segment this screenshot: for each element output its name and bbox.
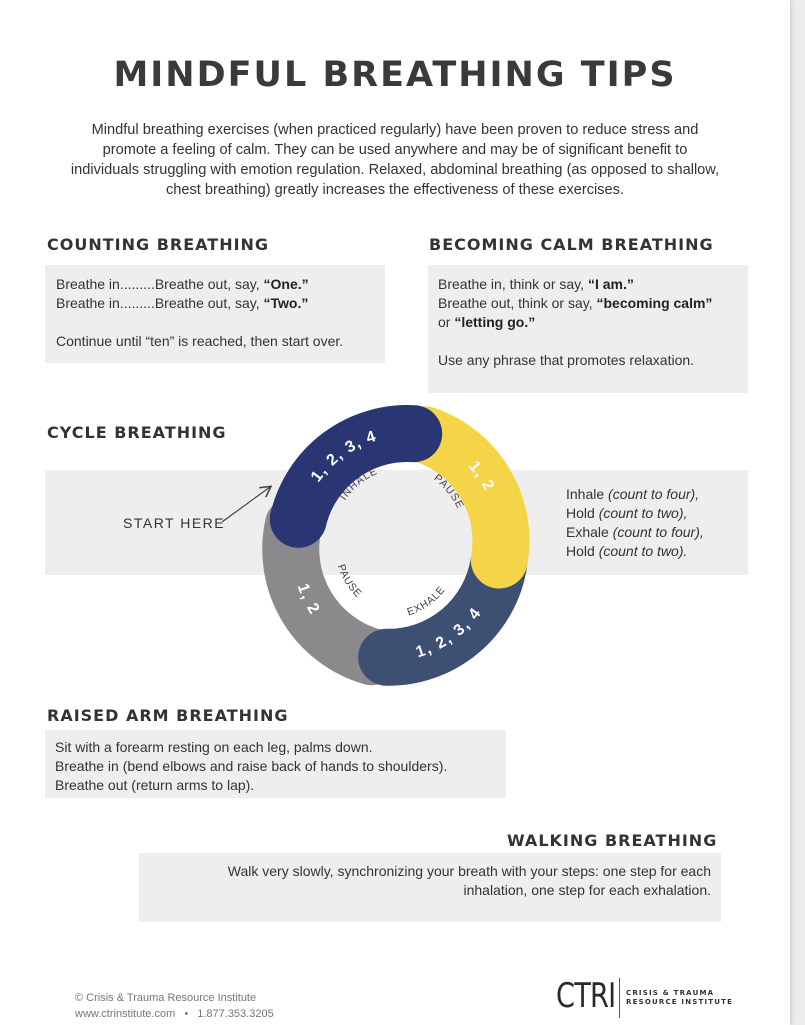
cycle-step-2: Hold (count to two),	[566, 505, 688, 521]
footer-phone: 1.877.353.3205	[197, 1008, 274, 1020]
pause1-count-text: 1, 2	[465, 458, 498, 495]
counting-line-1: Breathe in.........Breathe out, say, “One.”	[56, 276, 309, 292]
footer-website[interactable]: www.ctrinstitute.com	[75, 1008, 176, 1020]
start-arrow	[222, 487, 270, 522]
pause1-label-text: PAUSE	[431, 472, 467, 512]
calm-heading: BECOMING CALM BREATHING	[429, 235, 714, 254]
footer-copyright: © Crisis & Trauma Resource Institute	[75, 992, 257, 1004]
pause2-count-text: 1, 2	[293, 581, 323, 619]
cycle-heading: CYCLE BREATHING	[47, 423, 227, 442]
pause-segment-yellow	[425, 435, 501, 560]
counting-line-2: Breathe in.........Breathe out, say, “Two.”	[56, 295, 309, 311]
calm-line-1: Breathe in, think or say, “I am.”	[438, 276, 634, 292]
footer-bullet: •	[184, 1008, 189, 1020]
raised-heading: RAISED ARM BREATHING	[47, 706, 289, 725]
ctri-logo	[556, 974, 736, 1024]
cycle-step-1: Inhale (count to four),	[566, 486, 700, 502]
calm-line-3: or “letting go.”	[438, 314, 536, 330]
raised-line-2: Breathe in (bend elbows and raise back of hands to shoulders).	[55, 758, 448, 774]
cycle-step-4: Hold (count to two).	[566, 543, 688, 559]
inhale-label-text: INHALE	[337, 464, 380, 503]
walking-box	[139, 853, 721, 922]
walking-line-1: Walk very slowly, synchronizing your breath with your steps: one step for each	[227, 863, 711, 879]
counting-line-3: Continue until “ten” is reached, then start over.	[56, 333, 344, 349]
raised-line-3: Breathe out (return arms to lap).	[55, 777, 255, 793]
page-title: MINDFUL BREATHING TIPS	[113, 55, 677, 95]
footer	[75, 990, 274, 1022]
start-here-label: START HERE	[123, 515, 226, 531]
exhale-label-text: EXHALE	[405, 583, 448, 619]
walking-line-2: inhalation, one step for each exhalation.	[463, 882, 711, 898]
inhale-count-text: 1, 2, 3, 4	[307, 427, 380, 486]
ctri-logo-text: CRISIS & TRAUMA RESOURCE INSTITUTE	[626, 989, 734, 1006]
counting-heading: COUNTING BREATHING	[47, 235, 270, 254]
raised-box	[45, 730, 506, 798]
exhale-count-text: 1, 2, 3, 4	[413, 604, 486, 662]
intro-paragraph: Mindful breathing exercises (when practiced regularly) have been proven to reduce stress and promote a feeling of calm. They can be used anywhere and may be of significant benefit to individuals struggling with emotion regulation. Relaxed, abdominal breathing (as opposed to shallow, chest breathing) greatly increases the effectiveness of these exercises.	[70, 122, 720, 198]
footer-contact	[75, 1006, 274, 1022]
logo-divider	[619, 978, 620, 1018]
cycle-step-3: Exhale (count to four),	[566, 524, 704, 540]
ctri-logo-mark: CTRI	[556, 976, 616, 1016]
walking-heading: WALKING BREATHING	[507, 831, 718, 850]
pause2-label-text: PAUSE	[334, 562, 365, 601]
calm-line-2: Breathe out, think or say, “becoming calm”	[438, 295, 713, 311]
calm-line-4: Use any phrase that promotes relaxation.	[438, 352, 695, 368]
raised-line-1: Sit with a forearm resting on each leg, palms down.	[55, 739, 373, 755]
